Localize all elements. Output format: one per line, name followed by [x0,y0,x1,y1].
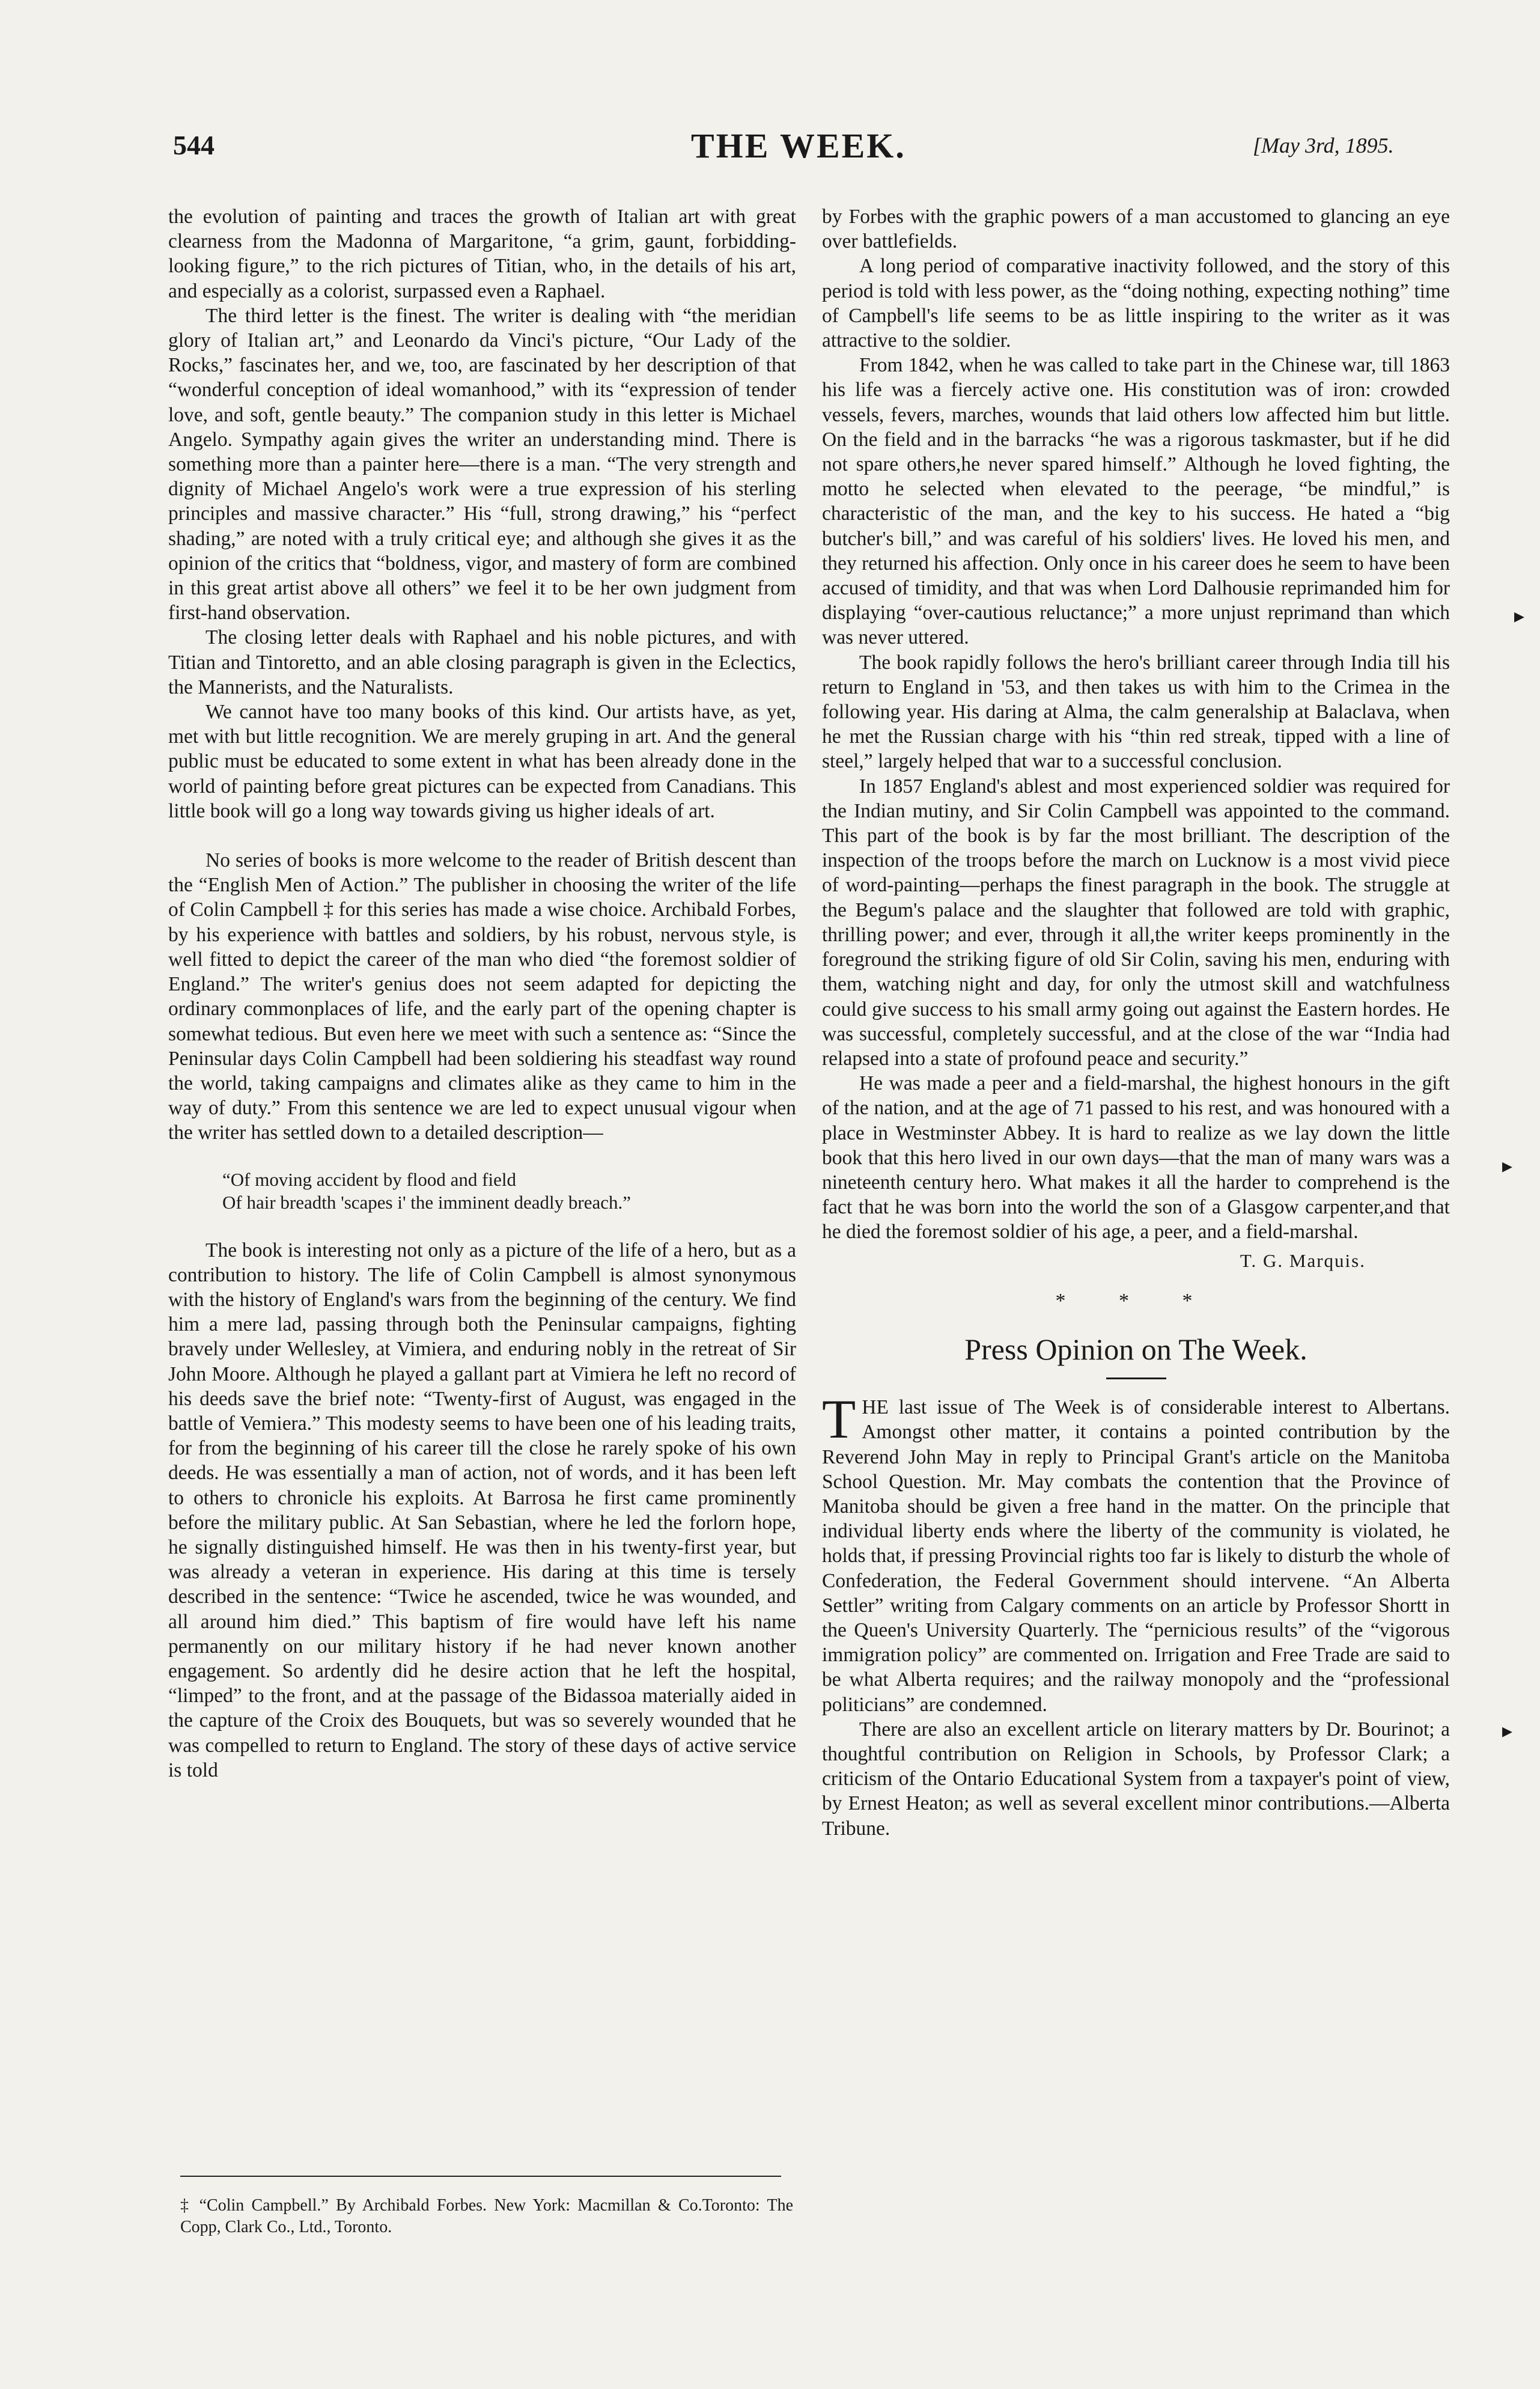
drop-cap: T [822,1388,856,1450]
paragraph-text: HE last issue of The Week is of considerable interest to Albertans. Amongst other matter, it contains a pointed contribution by the Reverend John May in reply to Principal Grant's article on the Manitoba School Question. Mr. May combats the contention that the Province of Manitoba should be given a free hand in the matter. On the principle that individual liberty ends where the liberty of the community is violated, he holds that, if pressing Provincial rights too far is likely to disturb the whole of Confederation, the Federal Government should intervene. “An Alberta Settler” writing from Calgary comments on an article by Professor Shortt in the Queen's University Quarterly. The “pernicious results” of the “vigorous immigration policy” are commented on. Irrigation and Free Trade are said to be what Alberta requires; and the railway monopoly and the “professional politicians” are condemned. [822,1396,1450,1716]
paragraph: In 1857 England's ablest and most experienced soldier was required for the Indian mutiny, and Sir Colin Campbell was appointed to the command. This part of the book is by far the most brilliant. The description of the inspection of the troops before the march on Lucknow is a most vivid piece of word-painting—perhaps the finest paragraph in the book. The struggle at the Begum's palace and the slaughter that followed are told with graphic, thrilling power; and ever, through it all,the writer keeps prominently in the foreground the striking figure of old Sir Colin, saving his men, enduring with them, watching night and day, for only the utmost skill and watchfulness could give success to his small army going out against the Eastern hordes. He was successful, completely successful, and at the close of the war “India had relapsed into a state of profound peace and security.” [822,775,1450,1070]
paragraph: From 1842, when he was called to take part in the Chinese war, till 1863 his life was a fiercely active one. His constitution was of iron: crowded vessels, fevers, marches, wounds that laid others low affected him but little. On the field and in the barracks “he was a rigorous taskmaster, but if he did not spare others,he never spared himself.” Although he loved fighting, the motto he selected when elevated to the peerage, “be mindful,” is characteristic of the man, and the key to his success. He hated a “big butcher's bill,” and was careful of his soldiers' lives. He loved his men, and they returned his affection. Only once in his career does he seem to have been accused of timidity, and that was when Lord Dalhousie reprimanded him for displaying “over-cautious reluctance;” a more unjust reprimand than which was never uttered. [822,354,1450,649]
footnote-rule [180,2176,781,2177]
left-column [168,204,796,1783]
page-number: 544 [173,130,215,160]
section-title: Press Opinion on The Week. [964,1332,1307,1366]
page-header [0,126,1540,171]
section-divider-stars: * * * [1055,1289,1217,1312]
issue-date: [May 3rd, 1895. [1253,133,1394,157]
margin-mark: ▸ [1502,1155,1513,1177]
margin-mark: ▸ [1502,1720,1513,1742]
paragraph: The book rapidly follows the hero's brilliant career through India till his return to England in '53, and then takes us with him to the Crimea in the following year. His daring at Alma, the calm generalship at Balaclava, when he met the Russian charge with his “thin red streak, tipped with a line of steel,” largely helped that war to a successful conclusion. [822,651,1450,773]
author-signature: T. G. Marquis. [1240,1249,1366,1271]
paragraph [822,1388,1450,1717]
paragraph: The third letter is the finest. The writer is dealing with “the meridian glory of Italian art,” and Leonardo da Vinci's picture, “Our Lady of the Rocks,” fascinates her, and we, too, are fascinated by her description of that “wonderful conception of ideal womanhood,” with its “expression of tender love, and soft, gentle beauty.” The companion study in this letter is Michael Angelo. Sympathy again gives the writer an understanding mind. There is something more than a painter here—there is a man. “The very strength and dignity of Michael Angelo's work were a true expression of his sterling principles and massive character.” His “full, strong drawing,” his “perfect shading,” are noted with a truly critical eye; and although she gives it as the opinion of the critics that “boldness, vigor, and mastery of form are combined in this great artist above all others” we feel it to be her own judgment from first-hand observation. [168,304,796,624]
paragraph: There are also an excellent article on literary matters by Dr. Bourinot; a thoughtful contribution on Religion in Schools, by Professor Clark; a criticism of the Ontario Educational System from a taxpayer's point of view, by Ernest Heaton; as well as several excellent minor contributions.—Alberta Tribune. [822,1718,1450,1840]
paragraph: The closing letter deals with Raphael and his noble pictures, and with Titian and Tintoretto, and an able closing paragraph is given in the Eclectics, the Mannerists, and the Naturalists. [168,626,796,698]
footnote: ‡ “Colin Campbell.” By Archibald Forbes. New York: Macmillan & Co.Toronto: The Copp, Clark Co., Ltd., Toronto. [180,2196,793,2236]
paragraph: We cannot have too many books of this kind. Our artists have, as yet, met with but little recognition. We are merely gruping in art. And the general public must be educated to some extent in what has been already done in the world of painting before great pictures can be expected from Canadians. This little book will go a long way towards giving us higher ideals of art. [168,701,796,822]
paragraph: No series of books is more welcome to the reader of British descent than the “English Men of Action.” The publisher in choosing the writer of the life of Colin Campbell ‡ for this series has made a wise choice. Archibald Forbes, by his experience with battles and soldiers, by his robust, nervous style, is well fitted to depict the career of the man who died “the foremost soldier of England.” The writer's genius does not seem adapted for depicting the ordinary commonplaces of life, and the early part of the opening chapter is somewhat tedious. But even here we meet with such a sentence as: “Since the Peninsular days Colin Campbell had been soldiering his steadfast way round the world, taking campaigns and climates alike as they came to him in the way of duty.” From this sentence we are led to expect unusual vigour when the writer has settled down to a detailed description— [168,849,796,1144]
paragraph: The book is interesting not only as a picture of the life of a hero, but as a contribution to history. The life of Colin Campbell is almost synonymous with the history of England's wars from the beginning of the century. We find him a mere lad, passing through both the Peninsular campaigns, fighting bravely under Wellesley, at Vimiera, and enduring nobly in the retreat of Sir John Moore. Although he played a gallant part at Vimiera he left no record of his deeds save the brief note: “Twenty-first of August, was engaged in the battle of Vemiera.” This modesty seems to have been one of his leading traits, for from the beginning of his career till the close he rarely spoke of his own deeds. He was essentially a man of action, not of words, and it has been left to others to chronicle his exploits. At Barrosa he first came prominently before the military public. At San Sebastian, where he led the forlorn hope, he signally distinguished himself. He was then in his twenty-first year, but was already a veteran in experience. His daring at this time is tersely described in the sentence: “Twice he ascended, twice he was wounded, and all around him died.” This baptism of fire would have left his name permanently on our military history if he had never known another engagement. So ardently did he desire action that he left the hospital, “limped” to the front, and at the passage of the Bidassoa materially aided in the capture of the Croix des Bouquets, but was so severely wounded that he was compelled to return to England. The story of these days of active service is told [168,1239,796,1781]
margin-mark: ▸ [1514,605,1525,627]
masthead-title: THE WEEK. [691,126,906,165]
quote-line: Of hair breadth 'scapes i' the imminent deadly breach.” [222,1191,631,1213]
paragraph: He was made a peer and a field-marshal, the highest honours in the gift of the nation, and at the age of 71 passed to his rest, and was honoured with a place in Westminster Abbey. It is hard to realize as we lay down the little book that this hero lived in our own days—that the man of many wars was a nineteenth century hero. What makes it all the harder to comprehend is the fact that he was born into the world the son of a Glasgow carpenter,and that he died the foremost soldier of his age, a peer, and a field-marshal. [822,1072,1450,1243]
title-rule [1106,1378,1166,1379]
paragraph: by Forbes with the graphic powers of a man accustomed to glancing an eye over battlefields. [822,206,1450,253]
paragraph: the evolution of painting and traces the growth of Italian art with great clearness from the Madonna of Margaritone, “a grim, gaunt, forbidding-looking figure,” to the rich pictures of Titian, who, in the details of his art, and especially as a colorist, surpassed even a Raphael. [168,206,796,302]
paragraph: A long period of comparative inactivity followed, and the story of this period is told with less power, as the “doing nothing, expecting nothing” time of Campbell's life seems to be as little inspiring to the writer as it was attractive to the soldier. [822,255,1450,352]
block-quote [222,1168,796,1214]
right-column [822,204,1450,1841]
quote-line: “Of moving accident by flood and field [222,1168,516,1190]
